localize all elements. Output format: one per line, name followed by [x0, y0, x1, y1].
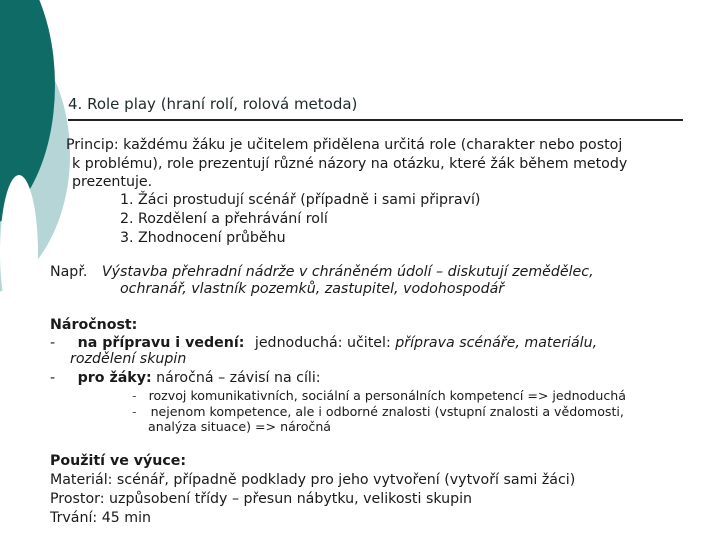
sub-text-1: rozvoj komunikativních, sociální a personálních kompetencí => jednoduchá: [148, 388, 626, 403]
usage-space: Prostor: uzpůsobení třídy – přesun nábytku, velikosti skupin: [50, 491, 473, 507]
prep-dash: -: [50, 335, 56, 351]
principle-text-2: k problému), role prezentují různé názory na otázku, které žák během metody: [72, 156, 628, 172]
step-1: 1. Žáci prostudují scénář (případně i sami připraví): [120, 192, 481, 208]
sub-item-1: [132, 387, 626, 404]
difficulty-heading: Náročnost:: [50, 317, 138, 333]
prep-italic-1: příprava scénáře, materiálu,: [395, 335, 598, 351]
decor-circle-white: [0, 175, 38, 330]
example-text-1: Výstavba přehradní nádrže v chráněném údolí – diskutují zemědělec,: [101, 264, 594, 280]
usage-duration: Trvání: 45 min: [50, 510, 152, 526]
prep-simple: jednoduchá: učitel:: [254, 335, 391, 351]
principle-line-1: [66, 136, 622, 155]
title-underline: [68, 119, 683, 121]
students-line: [50, 369, 321, 388]
example-text-2: ochranář, vlastník pozemků, zastupitel, vodohospodář: [120, 281, 505, 297]
principle-text-3: prezentuje.: [72, 174, 153, 190]
prep-italic-2: rozdělení skupin: [70, 351, 187, 367]
prep-label: na přípravu i vedení:: [77, 335, 245, 351]
slide-title: 4. Role play (hraní rolí, rolová metoda): [68, 95, 358, 113]
principle-label: Princip:: [66, 137, 119, 153]
sub-dash-1: -: [132, 388, 137, 403]
step-3: 3. Zhodnocení průběhu: [120, 230, 286, 246]
students-label: pro žáky:: [77, 370, 152, 386]
step-2: 2. Rozdělení a přehrávání rolí: [120, 211, 328, 227]
usage-material: Materiál: scénář, případně podklady pro jeho vytvoření (vytvoří sami žáci): [50, 472, 576, 488]
students-text: náročná – závisí na cíli:: [151, 370, 321, 386]
sub-dash-2: -: [132, 404, 137, 419]
example-label: Např.: [50, 264, 88, 280]
students-dash: -: [50, 370, 56, 386]
usage-heading: Použití ve výuce:: [50, 453, 187, 469]
principle-text-1: každému žáku je učitelem přidělena určitá role (charakter nebo postoj: [118, 137, 623, 153]
sub-text-cont: analýza situace) => náročná: [148, 419, 332, 434]
sub-text-2: nejenom kompetence, ale i odborné znalosti (vstupní znalosti a vědomosti,: [150, 404, 624, 419]
